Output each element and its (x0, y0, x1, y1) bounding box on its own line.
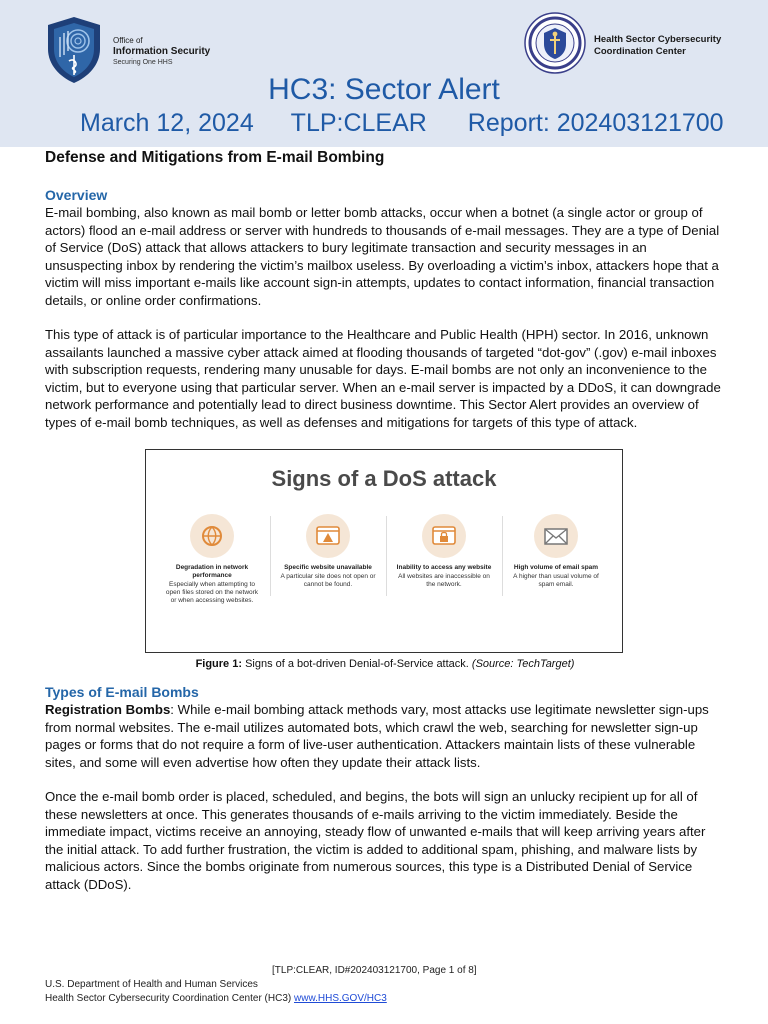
registration-bombs-text: : While e-mail bombing attack methods vary, most attacks use legitimate newsletter sign-ups from normal websites. The e-mail utilizes automated bots, which crawl the web, searching for newsletter sign-up pages or forms that do not require a form of live-user authentication. Attackers maintain lists of these vulnerable sites, and some will even advertise how often they update their attack lists. (45, 702, 709, 770)
ois-wordmark (113, 36, 210, 68)
sign-desc: Especially when attempting to open files stored on the network or when accessing websites. (165, 581, 259, 604)
footer-line1: U.S. Department of Health and Human Services (45, 979, 258, 990)
sign-network-performance (164, 514, 260, 605)
sign-title: High volume of email spam (513, 564, 599, 571)
sign-no-website-access (396, 514, 492, 589)
document-body (45, 146, 725, 893)
registration-bombs-label: Registration Bombs (45, 702, 171, 717)
caption-label: Figure 1: (195, 658, 243, 670)
caption-source: (Source: TechTarget) (471, 658, 575, 670)
browser-warning-icon (306, 514, 350, 558)
types-paragraph-2: Once the e-mail bomb order is placed, scheduled, and begins, the bots will sign an unlucky recipient up for all of these newsletters at once. This generates thousands of e-mails arriving to the victim immediately. Beside the immediate impact, victims receive an annoying, steady flow of unwanted e-mails that will keep arriving years after the initial attack. To add further frustration, the victim is added to additional spam, phishing, and malware lists by malicious actors. Since the bombs originate from numerous sources, this type is a Distributed Denial of Service attack (DDoS). (45, 789, 706, 892)
footer-line2 (45, 992, 387, 1006)
alert-report-id: Report: 202403121700 (467, 109, 724, 137)
sign-title: Inability to access any website (396, 564, 492, 571)
hc3-wordmark (594, 34, 721, 58)
network-icon (190, 514, 234, 558)
overview-paragraph-2: This type of attack is of particular importance to the Healthcare and Public Health (HPH) sector. In 2016, unknown assailants launched a massive cyber attack aimed at flooding thousands of targeted “dot-gov” (.gov) e-mail inboxes with subscription requests, rendering many unusable for days. E-mail bombs are not only an inconvenience to the victim, but to everyone using that particular server. When an e-mail server is impacted by a DDoS, it can downgrade network performance and potentially lead to direct business downtime. This Sector Alert provides an overview of types of e-mail bomb techniques, as well as defenses and mitigations for targets of this type of attack. (45, 327, 721, 430)
header-banner (0, 0, 768, 147)
sign-desc: All websites are inaccessible on the network. (398, 573, 490, 588)
alert-title: HC3: Sector Alert (268, 73, 500, 106)
hhs-seal-logo (524, 12, 586, 74)
sign-website-unavailable (280, 514, 376, 589)
overview-paragraph-1: E-mail bombing, also known as mail bomb or letter bomb attacks, occur when a botnet (a single actor or group of actors) flood an e-mail address or server with hundreds to thousands of e-mail messages. They are a type of Denial of Service (DoS) attack that allows attackers to bury legitimate transaction and security messages in an unsuspecting inbox by rendering the victim’s mailbox useless. By overloading a victim’s inbox, attackers hope that a victim will miss important e-mails like account sign-in attempts, updates to contact information, financial transaction details, or online order confirmations. (45, 205, 720, 308)
envelope-icon (534, 514, 578, 558)
figure-dos-signs (145, 449, 623, 653)
document-title: Defense and Mitigations from E-mail Bombing (45, 149, 385, 166)
hc3-line2: Coordination Center (594, 46, 686, 57)
divider (502, 516, 503, 596)
types-heading: Types of E-mail Bombs (45, 684, 199, 700)
divider (386, 516, 387, 596)
figure-caption (45, 657, 725, 671)
sign-desc: A higher than usual volume of spam email. (513, 573, 599, 588)
footer-page-id: [TLP:CLEAR, ID#202403121700, Page 1 of 8] (272, 965, 477, 976)
ois-line2: Information Security (113, 46, 211, 57)
footer-org (45, 978, 387, 1006)
figure-title: Signs of a DoS attack (271, 466, 497, 491)
hc3-line1: Health Sector Cybersecurity (594, 34, 722, 45)
divider (270, 516, 271, 596)
footer-line2-text: Health Sector Cybersecurity Coordination Center (HC3) (45, 993, 294, 1004)
caption-text: Signs of a bot-driven Denial-of-Service attack. (242, 658, 472, 670)
browser-lock-icon (422, 514, 466, 558)
spacer (45, 771, 725, 788)
sign-desc: A particular site does not open or cannot be found. (280, 573, 376, 588)
sign-email-spam (508, 514, 604, 589)
ois-line3: Securing One HHS (113, 59, 173, 66)
hhs-hc3-link[interactable]: www.HHS.GOV/HC3 (294, 993, 387, 1004)
ois-line1: Office of (113, 36, 143, 45)
types-paragraph-1 (45, 701, 725, 771)
sign-title: Specific website unavailable (284, 564, 372, 571)
alert-tlp: TLP:CLEAR (290, 109, 427, 137)
overview-heading: Overview (45, 187, 108, 203)
alert-date: March 12, 2024 (80, 109, 254, 137)
alert-meta (80, 108, 724, 138)
sign-title: Degradation in network performance (175, 564, 249, 579)
spacer (45, 309, 725, 326)
